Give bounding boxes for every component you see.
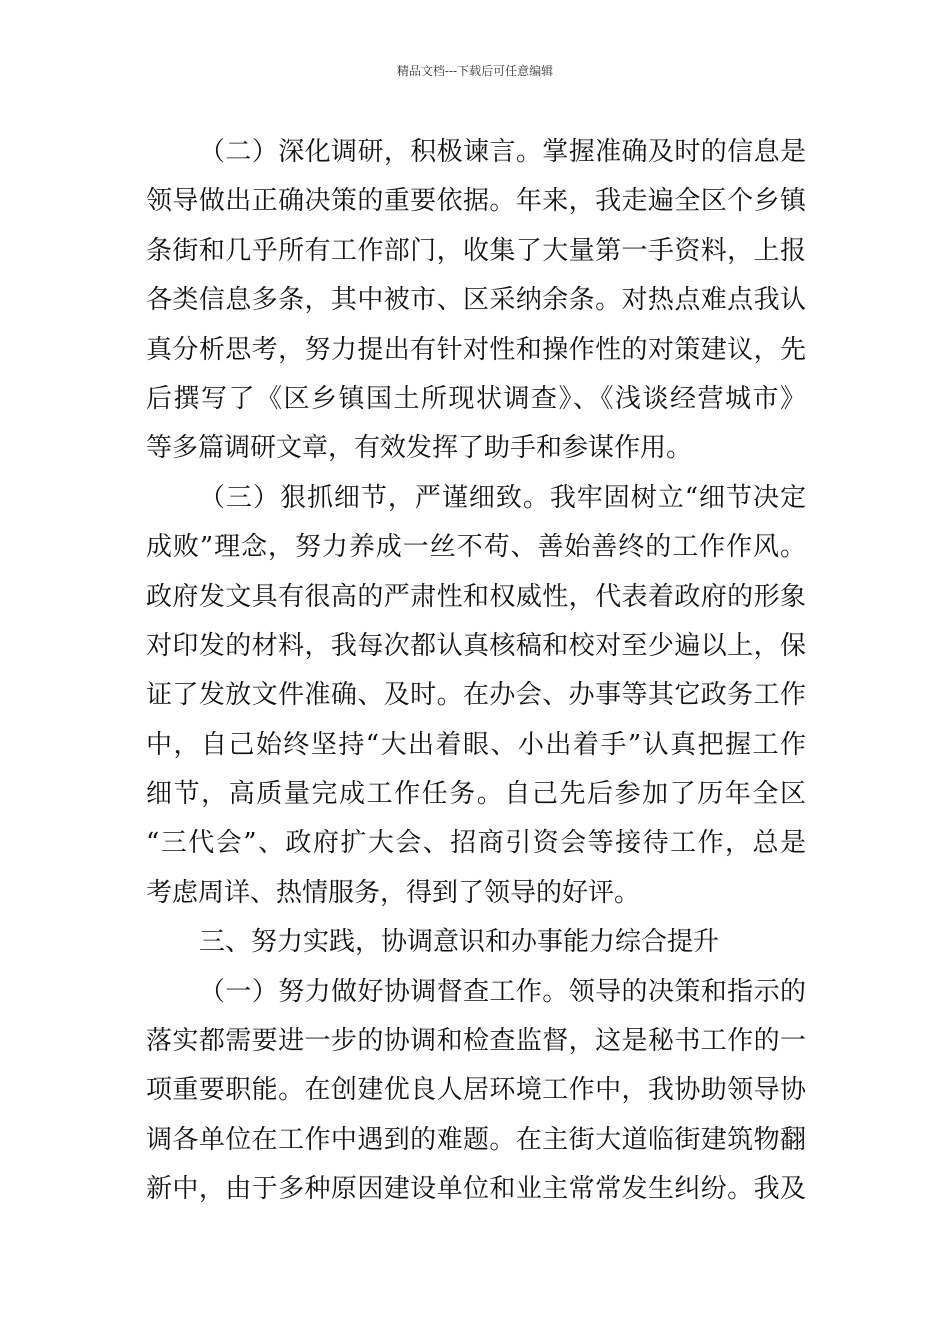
paragraph-line: 条街和几乎所有工作部门，收集了大量第一手资料，上报 bbox=[146, 235, 806, 266]
paragraph-line: “三代会”、政府扩大会、招商引资会等接待工作，总是 bbox=[146, 828, 806, 859]
paragraph-line: 等多篇调研文章，有效发挥了助手和参谋作用。 bbox=[146, 433, 693, 464]
document-body bbox=[146, 128, 806, 1215]
paragraph-line: 对印发的材料，我每次都认真核稿和校对至少遍以上，保 bbox=[146, 630, 806, 661]
paragraph-line: 成败”理念，努力养成一丝不苟、善始善终的工作作风。 bbox=[146, 532, 806, 563]
paragraph-line: 领导做出正确决策的重要依据。年来，我走遍全区个乡镇 bbox=[146, 186, 806, 217]
paragraph-line: （二）深化调研，积极谏言。掌握准确及时的信息是 bbox=[199, 137, 806, 167]
paragraph-line: 各类信息多条，其中被市、区采纳余条。对热点难点我认 bbox=[146, 285, 806, 316]
paragraph-line: 证了发放文件准确、及时。在办会、办事等其它政务工作 bbox=[146, 680, 806, 711]
paragraph-line: 考虑周详、热情服务，得到了领导的好评。 bbox=[146, 877, 641, 908]
paragraph-line: 政府发文具有很高的严肃性和权威性，代表着政府的形象 bbox=[146, 581, 806, 612]
page-header: 精品文档---下载后可任意编辑 bbox=[396, 64, 554, 78]
paragraph-line: 项重要职能。在创建优良人居环境工作中，我协助领导协 bbox=[146, 1075, 806, 1106]
paragraph-line: （一）努力做好协调督查工作。领导的决策和指示的 bbox=[199, 976, 806, 1007]
paragraph-line: （三）狠抓细节，严谨细致。我牢固树立“细节决定 bbox=[199, 482, 806, 513]
paragraph-line: 中，自己始终坚持“大出着眼、小出着手”认真把握工作 bbox=[146, 729, 806, 760]
paragraph-line: 调各单位在工作中遇到的难题。在主街大道临街建筑物翻 bbox=[146, 1124, 806, 1155]
paragraph-line: 真分析思考，努力提出有针对性和操作性的对策建议，先 bbox=[146, 334, 806, 365]
paragraph-line: 落实都需要进一步的协调和检查监督，这是秘书工作的一 bbox=[146, 1026, 806, 1057]
paragraph-line: 细节，高质量完成工作任务。自己先后参加了历年全区 bbox=[146, 779, 806, 810]
paragraph-line: 新中，由于多种原因建设单位和业主常常发生纠纷。我及 bbox=[146, 1174, 806, 1205]
section-heading: 三、努力实践，协调意识和办事能力综合提升 bbox=[199, 927, 720, 958]
paragraph-line: 后撰写了《区乡镇国土所现状调查》、《浅谈经营城市》 bbox=[146, 383, 806, 414]
